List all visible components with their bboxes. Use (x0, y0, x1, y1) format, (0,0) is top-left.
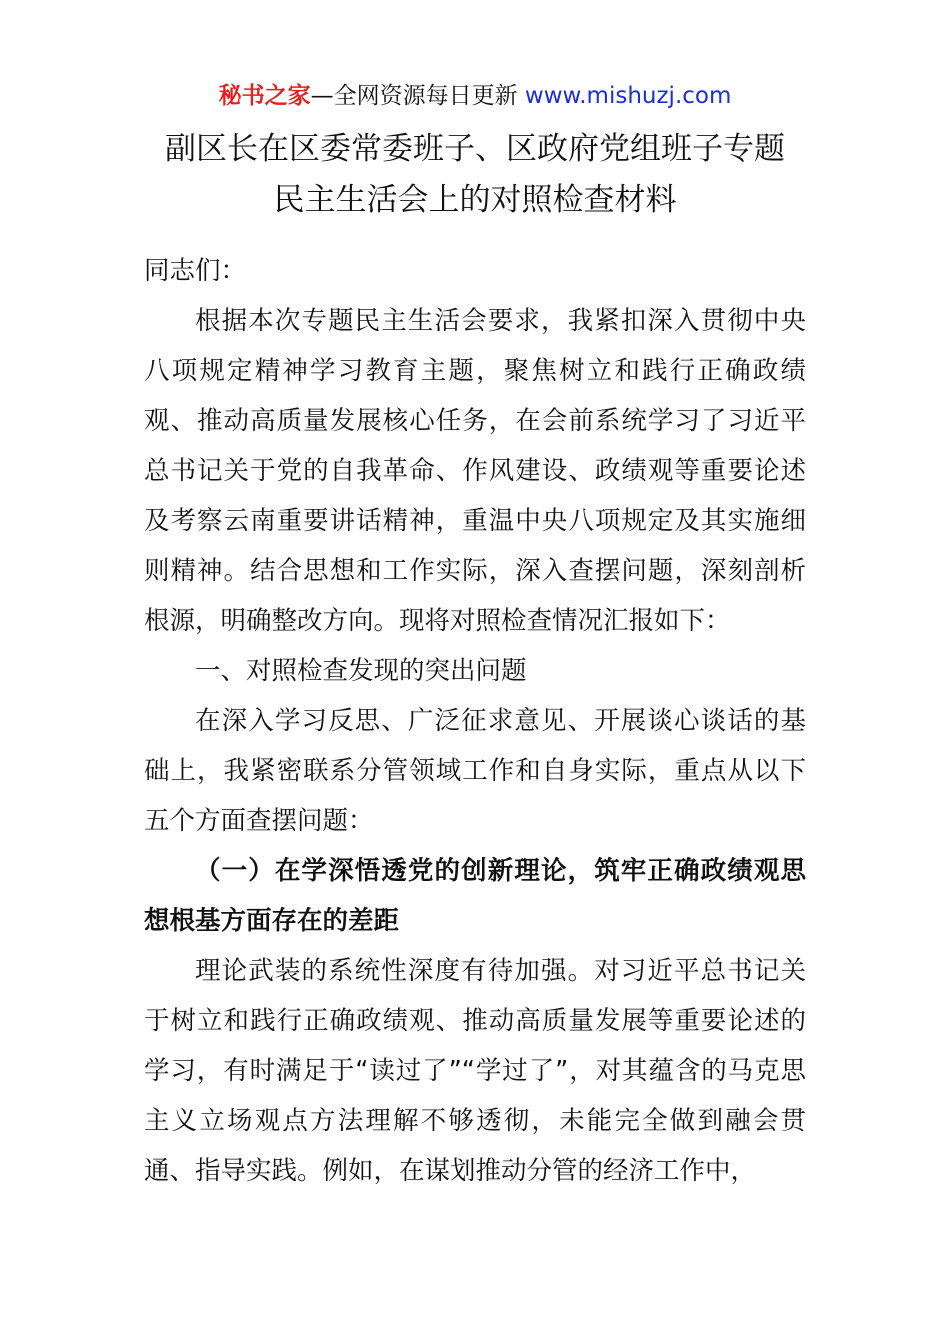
paragraph-subsection-1: 理论武装的系统性深度有待加强。对习近平总书记关于树立和践行正确政绩观、推动高质量发展等重要论述的学习，有时满足于“读过了”“学过了”，对其蕴含的马克思主义立场观点方法理解不够透彻，未能完全做到融会贯通、指导实践。例如，在谋划推动分管的经济工作中， (144, 956, 806, 1186)
site-header (0, 80, 950, 112)
section-heading-1: 一、对照检查发现的突出问题 (195, 656, 527, 686)
title-line-2: 民主生活会上的对照检查材料 (273, 182, 677, 218)
paragraph-section-1: 在深入学习反思、广泛征求意见、开展谈心谈话的基础上，我紧密联系分管领域工作和自身实际，重点从以下五个方面查摆问题： (144, 706, 806, 836)
title-line-1: 副区长在区委常委班子、区政府党组班子专题 (165, 131, 785, 167)
subsection-heading-1: （一）在学深悟透党的创新理论，筑牢正确政绩观思想根基方面存在的差距 (144, 856, 806, 936)
paragraph-intro: 根据本次专题民主生活会要求，我紧扣深入贯彻中央八项规定精神学习教育主题，聚焦树立和践行正确政绩观、推动高质量发展核心任务，在会前系统学习了习近平总书记关于党的自我革命、作风建设、政绩观等重要论述及考察云南重要讲话精神，重温中央八项规定及其实施细则精神。结合思想和工作实际，深入查摆问题，深刻剖析根源，明确整改方向。现将对照检查情况汇报如下： (144, 306, 806, 636)
site-tagline: —全网资源每日更新 (310, 83, 518, 109)
site-brand: 秘书之家 (218, 83, 311, 109)
document-title (60, 124, 890, 226)
document-body (144, 246, 806, 1196)
site-url-link[interactable]: www.mishuzj.com (524, 83, 732, 109)
greeting: 同志们： (144, 256, 247, 286)
